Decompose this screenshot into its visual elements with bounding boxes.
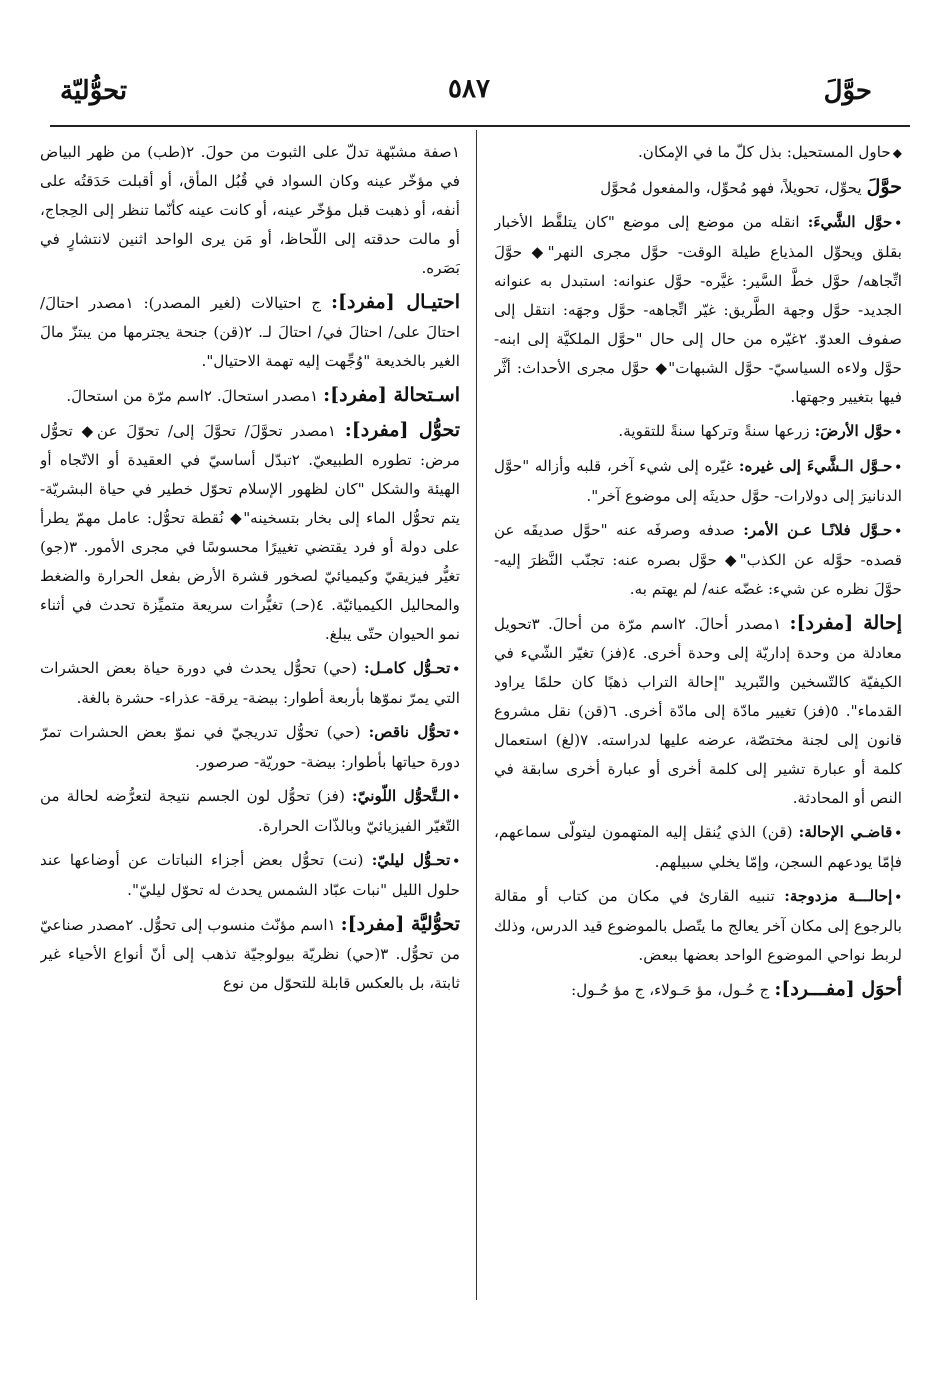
sense-paragraph xyxy=(494,516,902,604)
headword: إحالة [مفرد]: xyxy=(789,612,902,634)
sense-term: الـتَّحوُّل اللّونيّ: xyxy=(351,787,451,805)
text-paragraph xyxy=(494,138,902,168)
headword: تحوُّل [مفرد]: xyxy=(344,419,460,441)
headword: احتيـال [مفرد]: xyxy=(330,291,460,313)
sense-paragraph xyxy=(40,846,460,905)
left-column xyxy=(40,138,460,1298)
sense-term: حـوَّل الـشَّيءَ إلى غيره: xyxy=(738,457,893,475)
bullet-icon: • xyxy=(452,662,460,676)
bullet-icon: • xyxy=(894,524,902,538)
entry-headword-paragraph xyxy=(40,381,460,411)
sense-term: قاضـي الإحالة: xyxy=(798,823,893,841)
sense-term: إحالـــة مزدوجة: xyxy=(784,887,893,905)
definition-text: ١مصدر تحوَّلَ/ تحوَّلَ إلى/ تحوّلَ عن◆ تحوُّل مرض: تطوره الطبيعيّ. ٢تبدّل أساسيّ في العقيدة أو الاتّجاه أو الهيئة والشكل "كان لظهور الإسلام تحوّل خطير في حياة البشريّة- يتم تحوُّل الماء إلى بخار بتسخينه"◆ نُقطة تحوُّل: عامل مهمّ يطرأ على دولة أو فرد يقتضي تغييرًا محسوسًا في مجرى الأمور. ٣(جو) تغيُّر فيزيقيّ وكيميائيّ لصخور قشرة الأرض بفعل الحرارة والضغط والمحاليل الكيميائيّة. ٤(حـ) تغيُّرات سريعة متميِّزة تحدث في أثناء نمو الحيوان حتّى يبلغ. xyxy=(40,422,460,643)
definition-text: (فز) تحوُّل لون الجسم نتيجة لتعرُّضه لحالة من التّغيّر الفيزيائيّ وبالذّات الحرارة. xyxy=(40,787,460,835)
entry-headword-paragraph xyxy=(40,910,460,998)
sense-paragraph xyxy=(40,718,460,777)
entry-headword-paragraph xyxy=(494,173,902,203)
definition-text: (قن) الذي يُنقل إليه المتهمون ليتولّى سماعهم، فإمّا يودعهم السجن، وإمّا يخلي سبيلهم. xyxy=(494,823,902,871)
sense-paragraph xyxy=(494,452,902,511)
bullet-icon: • xyxy=(894,890,902,904)
definition-text: تنبيه القارئ في مكان من كتاب أو مقالة بالرجوع إلى مكان آخر يعالج ما يتّصل بالموضوع قيد الدرس، وذلك لربط نواحي الموضوع الواحد بعضها ببعض. xyxy=(494,887,902,964)
sense-paragraph xyxy=(40,782,460,841)
definition-text: غيّره إلى شيء آخر، قلبه وأزاله "حوَّل الدنانيرَ إلى دولارات- حوَّل حديثَه إلى موضوع آخر". xyxy=(494,457,902,505)
entry-headword-paragraph xyxy=(40,416,460,649)
bullet-icon: • xyxy=(452,726,460,740)
entry-headword-paragraph xyxy=(494,975,902,1005)
definition-text: حاول المستحيل: بذل كلّ ما في الإمكان. xyxy=(637,143,891,161)
definition-text: (حي) تحوُّل تدريجيّ في نموّ بعض الحشرات تمرّ دورة حياتها بأطوار: بيضة- حوريّة- صرصور. xyxy=(40,723,460,771)
sense-term: تحـوُّل كامـل: xyxy=(363,659,451,677)
definition-text: ج احتيالات (لغير المصدر): ١مصدر احتالَ/ احتالَ على/ احتالَ في/ احتالَ لـ. ٢(قن) جنحة يجترمها من يبتزّ مالَ الغير بالخديعة "وُجِّهت إليه تهمة الاحتيال". xyxy=(40,294,460,370)
bullet-icon: • xyxy=(894,216,902,230)
header-rule xyxy=(50,125,910,127)
sense-paragraph xyxy=(494,818,902,877)
page-number: ٥٨٧ xyxy=(448,74,490,104)
sense-term: حوَّل الأرضَ: xyxy=(814,422,893,440)
sense-term: تحوُّل ناقص: xyxy=(368,723,451,741)
header-first-word: حوَّلَ xyxy=(823,76,872,106)
headword: اسـتحالة [مفرد]: xyxy=(323,384,460,406)
definition-text: ١مصدر أحالَ. ٢اسم مرّة من أحالَ. ٣تحويل معادلة من وحدة إداريّة إلى وحدة أخرى. ٤(فز) تغيّر الشّيء في الكيفيّة كالتّسخين والتّبريد "إحالة التراب ذهبًا كان حلمًا يراود القدماء". ٥(فز) تغيير مادّة إلى مادّة أخرى. ٦(قن) نقل مشروع قانون إلى لجنة مختصّة، عرضه عليها لدراسته. ٧(لغ) استعمال كلمة أو عبارة تشير إلى كلمة أخرى أو عبارة أخرى سابقة في النص أو المحادثة. xyxy=(494,615,902,807)
bullet-icon: • xyxy=(894,460,902,474)
sense-term: تحـوُّل ليليّ: xyxy=(371,851,451,869)
sense-paragraph xyxy=(494,208,902,412)
sense-paragraph xyxy=(494,417,902,447)
right-column xyxy=(494,138,902,1298)
definition-text: ١مصدر استحالَ. ٢اسم مرّة من استحالَ. xyxy=(66,387,319,405)
sense-term: حوَّل الشَّيءَ: xyxy=(807,213,893,231)
headword: أحوَل [مفـــرد]: xyxy=(774,978,902,1000)
definition-text: يحوِّل، تحويلاً، فهو مُحوِّل، والمفعول مُحوَّل xyxy=(600,179,862,197)
entry-headword-paragraph xyxy=(494,609,902,813)
sense-paragraph xyxy=(494,882,902,970)
definition-text: ١صفة مشبّهة تدلّ على الثبوت من حولَ. ٢(طب) من ظهر البياض في مؤخّر عينه وكان السواد في قُبُل المأق، أو أقبلت حَدَقتُه على أنفه، أو ذهبت قبل مؤخّر عينه، أو كانت عينه كأنّما تنظر إلى الحِجاج، أو مالت حدقته إلى اللّحاظ، أو مَن يرى الواحد اثنين لانتشارٍ في بَصَره. xyxy=(40,143,460,277)
headword: حوَّلَ xyxy=(866,176,902,198)
header-last-word: تحوُّليّة xyxy=(60,76,128,106)
headword: تحوُّليَّة [مفرد]: xyxy=(340,913,460,935)
bullet-icon: • xyxy=(894,425,902,439)
bullet-icon: • xyxy=(452,854,460,868)
definition-text: صدفه وصرفَه عنه "حوَّل صديقَه عن قصده- حوَّله عن الكذب"◆ حوَّل بصره عنه: تجنّب النَّظرَ إليه- حوَّلَ نظره عن شيء: غضّه عنه/ لم يهتم به. xyxy=(494,521,902,598)
page-header xyxy=(50,62,888,124)
entry-headword-paragraph xyxy=(40,288,460,376)
sense-term: حـوَّل فلانًـا عـن الأمر: xyxy=(743,521,893,539)
diamond-icon: ◆ xyxy=(892,146,902,160)
column-divider xyxy=(476,130,477,1300)
sense-paragraph xyxy=(40,654,460,713)
bullet-icon: • xyxy=(452,790,460,804)
definition-text: (نت) تحوُّل بعض أجزاء النباتات عن أوضاعها عند حلول الليل "نبات عبّاد الشمس يحدث له تحوّل ليليّ". xyxy=(40,851,460,899)
definition-text: ١اسم مؤنّث منسوب إلى تحوُّل. ٢مصدر صناعيّ من تحوُّل. ٣(حي) نظريّة بيولوجيّة تذهب إلى أنّ أنواع الأحياء غير ثابتة، بل بالعكس قابلة للتحوّل من نوع xyxy=(40,916,460,992)
definition-text: (حي) تحوُّل يحدث في دورة حياة بعض الحشرات التي يمرّ نموّها بأربعة أطوار: بيضة- يرقة- عذراء- حشرة بالغة. xyxy=(40,659,460,707)
definition-text: انقله من موضع إلى موضع "كان يتلقَّط الأخبار بقلق ويحوِّل المذياع طيلة الوقت- حوَّل مجرى النهر"◆ حوَّلَ اتِّجاهه/ حوَّل خطَّ السَّير: غيَّره- حوَّل عنوانه: استبدل به عنوانه الجديد- حوَّل وجهة الطَّريق: غيّر اتِّجاهه- حوَّل وجهَه: انتقل إلى صفوف العدوّ. ٢غيّره من حال إلى حال "حوَّل الملكيَّة إلى ابنه- حوَّل ولاءه السياسيّ- حوَّل الشبهات"◆ حوَّل مجرى الأحداث: أثَّر فيها بتغيير وجهتها. xyxy=(494,213,902,406)
definition-text: زرعها سنةً وتركها سنةً للتقوية. xyxy=(618,422,810,440)
text-paragraph xyxy=(40,138,460,283)
bullet-icon: • xyxy=(894,826,902,840)
definition-text: ج حُـول، مؤ حَـولاء، ج مؤ حُـول: xyxy=(571,981,770,999)
